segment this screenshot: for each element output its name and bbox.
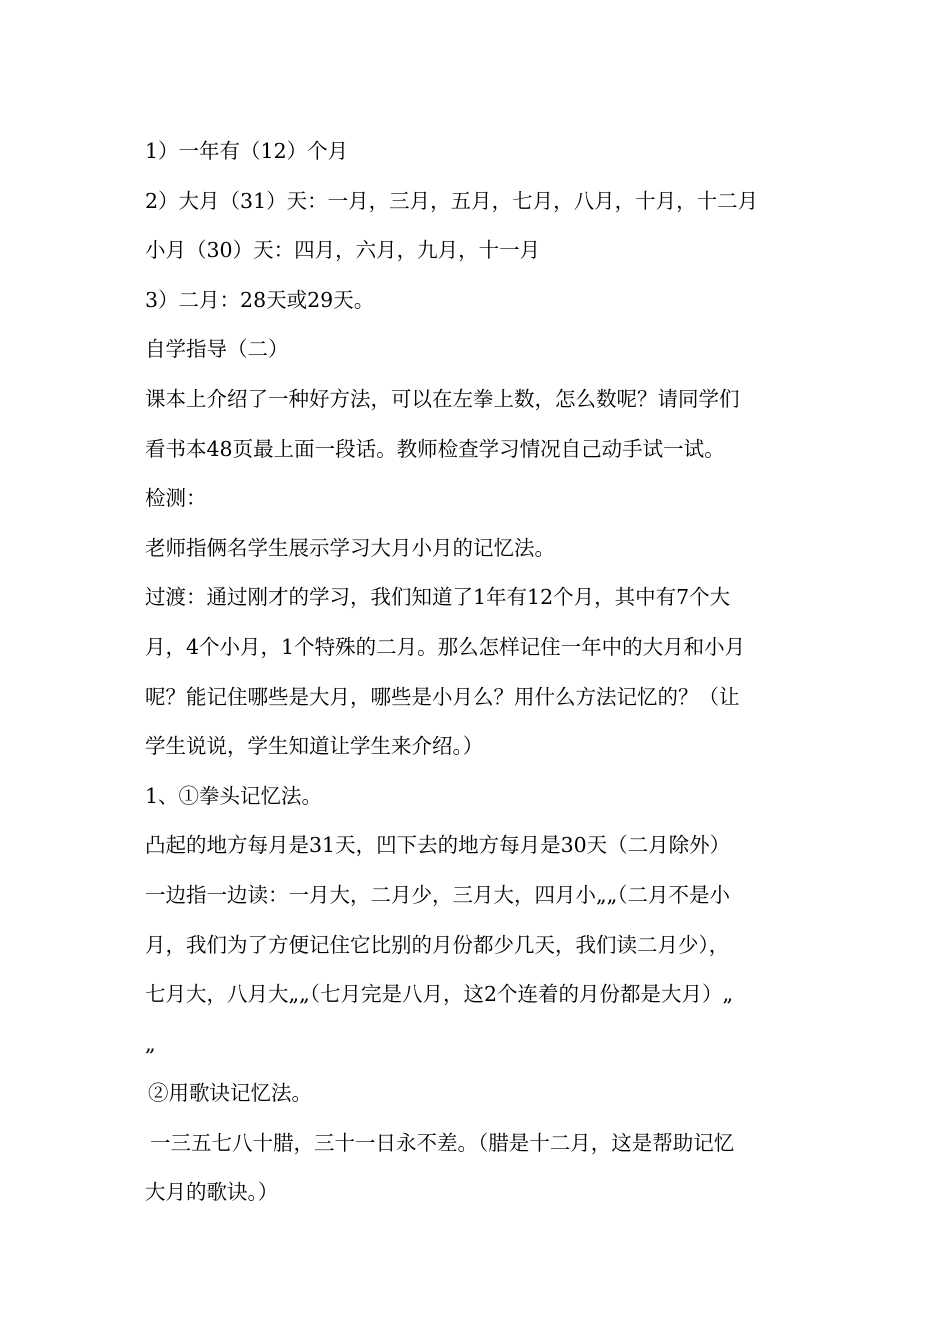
- text-line: 凸起的地方每月是31天，凹下去的地方每月是30天（二月除外）: [145, 833, 731, 858]
- text-line: 过渡：通过刚才的学习，我们知道了1年有12个月，其中有7个大: [145, 585, 731, 610]
- text-line: 呢？能记住哪些是大月，哪些是小月么？用什么方法记忆的？（让: [145, 684, 740, 709]
- text-line: 老师指俩名学生展示学习大月小月的记忆法。: [145, 535, 555, 560]
- text-line: 课本上介绍了一种好方法，可以在左拳上数，怎么数呢？请同学们: [145, 386, 740, 411]
- text-line: ②用歌诀记忆法。: [148, 1081, 312, 1106]
- text-line: 3）二月：28天或29天。: [145, 287, 375, 312]
- text-line: 学生说说，学生知道让学生来介绍。）: [145, 734, 484, 759]
- text-line: 2）大月（31）天：一月，三月，五月，七月，八月，十月，十二月: [145, 188, 759, 213]
- document-body: [145, 127, 810, 1218]
- text-line: 七月大，八月大„„（七月完是八月，这2个连着的月份都是大月）„: [145, 982, 734, 1007]
- text-line: 小月（30）天：四月，六月，九月，十一月: [145, 238, 541, 263]
- section-heading: 检测：: [145, 486, 207, 511]
- text-line: 月，4个小月，1个特殊的二月。那么怎样记住一年中的大月和小月: [145, 634, 746, 659]
- text-line: 大月的歌诀。）: [145, 1180, 279, 1205]
- text-line: 1）一年有（12）个月: [145, 139, 349, 163]
- text-line: 看书本48页最上面一段话。教师检查学习情况自己动手试一试。: [145, 436, 725, 461]
- text-line: 一边指一边读：一月大，二月少，三月大，四月小„„（二月不是小: [145, 882, 730, 907]
- text-line: 月，我们为了方便记住它比别的月份都少几天，我们读二月少），: [145, 932, 730, 957]
- text-line: „: [145, 1031, 156, 1056]
- section-heading: 自学指导（二）: [145, 337, 289, 362]
- text-line: 一三五七八十腊，三十一日永不差。（腊是十二月，这是帮助记忆: [150, 1130, 735, 1155]
- text-line: 1、①拳头记忆法。: [145, 783, 323, 808]
